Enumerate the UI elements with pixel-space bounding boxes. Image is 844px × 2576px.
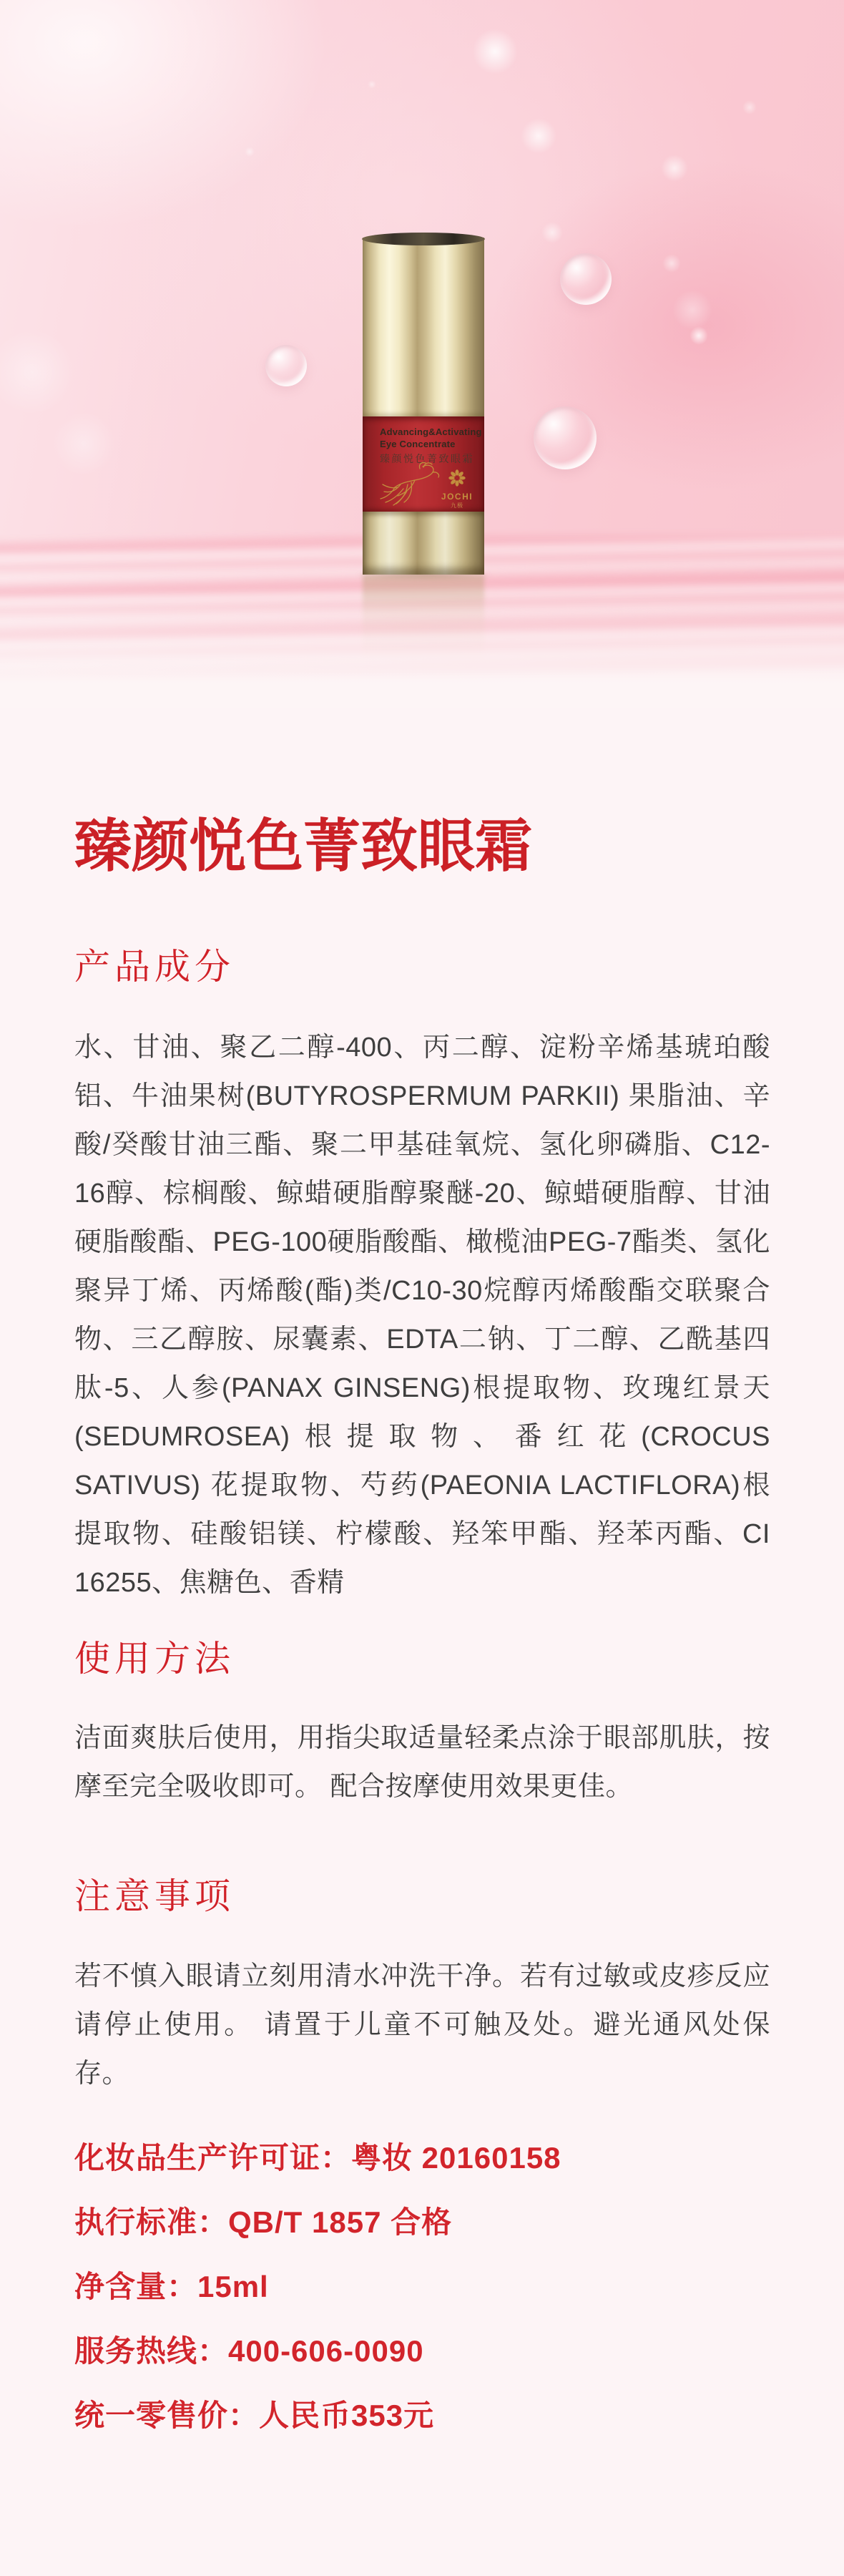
- bokeh-light: [662, 254, 681, 273]
- bokeh-light: [368, 80, 376, 89]
- brand-name: JOCHI: [441, 492, 473, 502]
- usage-text: 洁面爽肤后使用，用指尖取适量轻柔点涂于眼部肌肤，按摩至完全吸收即可。 配合按摩使用效果更佳。: [74, 1723, 770, 1802]
- bokeh-light: [51, 411, 116, 476]
- bokeh-light: [672, 290, 712, 330]
- water-droplet: [265, 345, 307, 386]
- bokeh-light: [521, 118, 556, 154]
- section-heading-usage: 使用方法: [74, 1639, 235, 1679]
- water-droplet: [560, 253, 612, 305]
- product-info-lines: [74, 2126, 561, 2448]
- bottle-label: [363, 416, 484, 512]
- bokeh-light: [690, 326, 708, 345]
- product-bottle: [363, 238, 484, 575]
- bokeh-light: [742, 100, 757, 114]
- bottle-cap: [363, 238, 484, 416]
- hero-fade: [0, 594, 844, 708]
- precautions-text: 若不慎入眼请立刻用清水冲洗干净。若有过敏或皮疹反应请停止使用。 请置于儿童不可触及处。避光通风处保存。: [74, 1961, 770, 2089]
- label-line-cn: 臻颜悦色菁致眼霜: [380, 453, 474, 464]
- label-line-en1: Advancing&Activating: [380, 426, 482, 437]
- label-line-en2: Eye Concentrate: [380, 439, 456, 449]
- brand-logo-icon: [448, 469, 466, 487]
- section-heading-precautions: 注意事项: [74, 1876, 235, 1916]
- info-line-license: 化妆品生产许可证：粤妆 20160158: [74, 2141, 561, 2175]
- info-line-retail-price: 统一零售价：人民币353元: [74, 2399, 435, 2432]
- ginseng-illustration: [376, 461, 444, 508]
- section-heading-ingredients: 产品成分: [74, 947, 235, 987]
- ingredients-text: 水、甘油、聚乙二醇-400、丙二醇、淀粉辛烯基琥珀酸铝、牛油果树(BUTYROSPERMUM PARKII) 果脂油、辛酸/癸酸甘油三酯、聚二甲基硅氧烷、氢化卵磷脂、C12-16醇、棕榈酸、鲸蜡硬脂醇聚醚-20、鲸蜡硬脂醇、甘油硬脂酸酯、PEG-100硬脂酸酯、橄榄油PEG-7酯类、氢化聚异丁烯、丙烯酸(酯)类/C10-30烷醇丙烯酸酯交联聚合物、三乙醇胺、尿囊素、EDTA二钠、丁二醇、乙酰基四肽-5、人参(PANAX GINSENG)根提取物、玫瑰红景天(SEDUMROSEA)根提取物、番红花(CROCUS SATIVUS) 花提取物、芍药(PAEONIA LACTIFLORA)根提取物、硅酸铝镁、柠檬酸、羟笨甲酯、羟苯丙酯、CI 16255、焦糖色、香精: [74, 1033, 770, 1598]
- page-title: 臻颜悦色菁致眼霜: [74, 816, 532, 879]
- bokeh-light: [661, 155, 688, 182]
- bokeh-light: [541, 222, 563, 243]
- water-droplet: [534, 406, 597, 469]
- bokeh-light: [472, 29, 518, 74]
- bokeh-light: [0, 329, 75, 415]
- bokeh-light: [245, 147, 255, 157]
- brand-block: [438, 469, 476, 509]
- info-line-hotline: 服务热线：400-606-0090: [74, 2334, 424, 2368]
- bottle-base: [363, 512, 484, 575]
- info-line-standard: 执行标准：QB/T 1857 合格: [74, 2205, 453, 2239]
- info-line-net-content: 净含量：15ml: [74, 2270, 269, 2303]
- brand-name-cn: 九极: [451, 502, 463, 509]
- hero-banner: [0, 0, 844, 708]
